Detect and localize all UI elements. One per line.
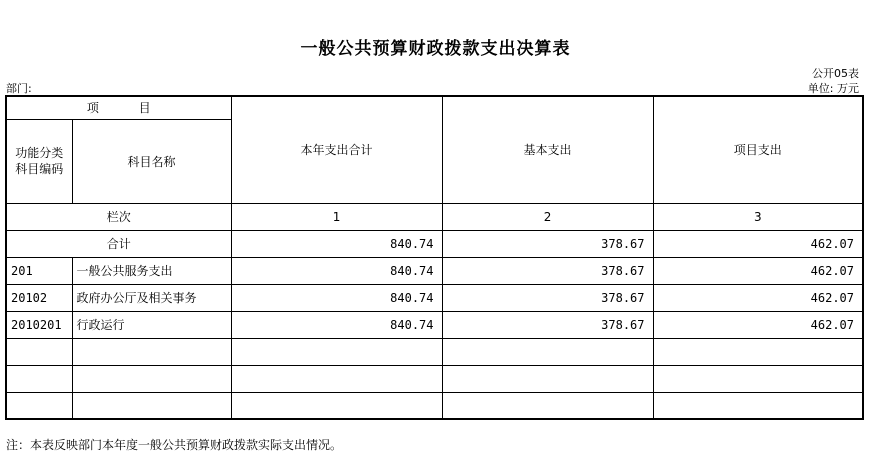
header-project-expense: 项目支出 [653, 96, 863, 203]
header-total: 本年支出合计 [231, 96, 442, 203]
row-name: 行政运行 [72, 311, 231, 338]
summary-basic: 378.67 [442, 230, 653, 257]
row-basic: 378.67 [442, 284, 653, 311]
summary-project: 462.07 [653, 230, 863, 257]
page-title: 一般公共预算财政拨款支出决算表 [300, 39, 571, 59]
summary-total: 840.74 [231, 230, 442, 257]
row-project: 462.07 [653, 284, 863, 311]
row-project: 462.07 [653, 311, 863, 338]
form-code: 公开05表 [812, 67, 859, 80]
row-project: 462.07 [653, 257, 863, 284]
row-code: 201 [6, 257, 72, 284]
expenditure-table [5, 95, 864, 420]
empty-row [6, 392, 863, 419]
column-index-3: 3 [653, 203, 863, 230]
header-basic: 基本支出 [442, 96, 653, 203]
header-project: 项 目 [6, 96, 231, 119]
column-index-1: 1 [231, 203, 442, 230]
header-name: 科目名称 [72, 119, 231, 203]
row-basic: 378.67 [442, 311, 653, 338]
row-basic: 378.67 [442, 257, 653, 284]
row-name: 一般公共服务支出 [72, 257, 231, 284]
row-code: 20102 [6, 284, 72, 311]
column-index-label: 栏次 [6, 203, 231, 230]
row-code: 2010201 [6, 311, 72, 338]
row-total: 840.74 [231, 311, 442, 338]
department-label: 部门: [6, 82, 32, 95]
column-index-2: 2 [442, 203, 653, 230]
header-code: 功能分类科目编码 [6, 119, 72, 203]
unit-label: 单位: 万元 [807, 82, 859, 95]
table-row [6, 311, 863, 338]
summary-label: 合计 [6, 230, 231, 257]
empty-row [6, 365, 863, 392]
table-row [6, 257, 863, 284]
table-row [6, 284, 863, 311]
row-total: 840.74 [231, 257, 442, 284]
empty-row [6, 338, 863, 365]
row-total: 840.74 [231, 284, 442, 311]
row-name: 政府办公厅及相关事务 [72, 284, 231, 311]
footnote: 注：本表反映部门本年度一般公共预算财政拨款实际支出情况。 [6, 438, 343, 452]
